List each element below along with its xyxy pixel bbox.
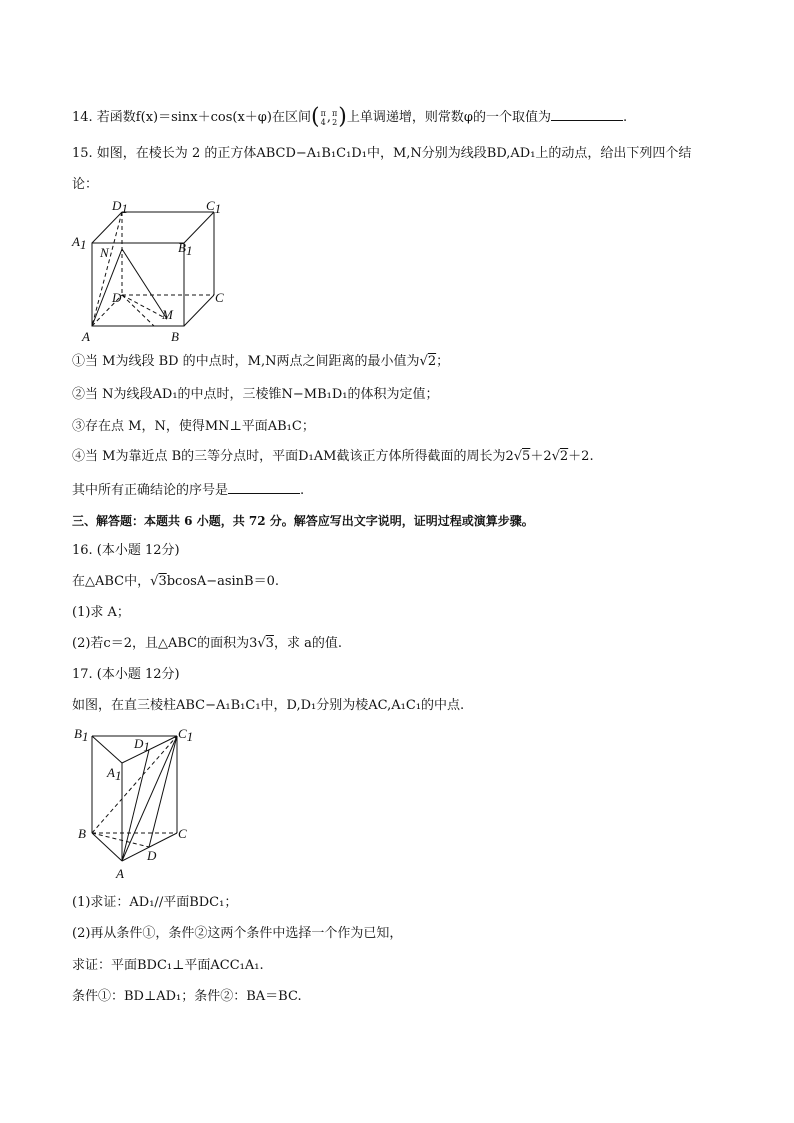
prism-figure <box>72 722 212 882</box>
label-A1: A1 <box>72 234 87 252</box>
q15-statement-3: ③存在点 M，N，使得MN⊥平面AB₁C； <box>72 419 315 434</box>
q17-heading: 17. (本小题 12分) <box>72 667 180 682</box>
q14-stem-start: 14. 若函数f(x)＝sinx＋cos(x＋φ)在区间 <box>72 110 311 125</box>
cube-figure <box>70 198 230 348</box>
label-B1: B1 <box>74 726 89 744</box>
label-C1: C1 <box>178 726 194 744</box>
label-B: B <box>78 826 86 841</box>
label-C1: C1 <box>206 198 222 216</box>
question-14: 14. 若函数f(x)＝sinx＋cos(x＋φ)在区间( π 4 , π 2 )上单调递增，则常数φ的一个取值为 . <box>72 104 628 130</box>
label-M: M <box>162 307 173 322</box>
q14-stem-end: 上单调递增，则常数φ的一个取值为 <box>346 110 551 125</box>
label-D: D <box>147 848 157 863</box>
label-D1: D1 <box>112 198 128 216</box>
q15-statement-4: ④当 M为靠近点 B的三等分点时，平面D₁AM截该正方体所得截面的周长为2√5＋2√2＋2. <box>72 449 594 464</box>
label-C: C <box>178 826 187 841</box>
q16-part-2: (2)若c＝2，且△ABC的面积为3√3，求 a的值. <box>72 636 342 651</box>
q15-ask: 其中所有正确结论的序号是 . <box>72 483 305 498</box>
label-B1: B1 <box>178 240 193 258</box>
label-A: A <box>116 866 124 881</box>
q15-statement-1: ①当 M为线段 BD 的中点时，M,N两点之间距离的最小值为√2； <box>72 354 450 369</box>
q17-part-1: (1)求证：AD₁//平面BDC₁； <box>72 895 238 910</box>
label-D: D <box>112 290 122 305</box>
interval-lower-fraction: π 4 <box>320 108 326 127</box>
question-15-stem-line1: 15. 如图，在棱长为 2 的正方体ABCD−A₁B₁C₁D₁中，M,N分别为线段BD,AD₁上的动点，给出下列四个结 <box>72 146 692 161</box>
label-B: B <box>171 329 179 344</box>
answer-blank-14[interactable] <box>551 108 623 121</box>
answer-blank-15[interactable] <box>228 481 300 494</box>
q16-condition: 在△ABC中，√3bcosA−asinB＝0. <box>72 574 280 589</box>
interval-upper-fraction: π 2 <box>331 108 338 127</box>
q16-part-1: (1)求 A； <box>72 605 130 620</box>
q17-stem: 如图，在直三棱柱ABC−A₁B₁C₁中，D,D₁分别为棱AC,A₁C₁的中点. <box>72 698 465 713</box>
q17-part-2-claim: 求证：平面BDC₁⊥平面ACC₁A₁. <box>72 958 264 973</box>
section-3-heading: 三、解答题：本题共 6 小题，共 72 分。解答应写出文字说明，证明过程或演算步骤。 <box>72 514 534 528</box>
q16-heading: 16. (本小题 12分) <box>72 543 180 558</box>
q17-part-2: (2)再从条件①，条件②这两个条件中选择一个作为已知， <box>72 926 403 941</box>
q17-conditions: 条件①：BD⊥AD₁；条件②：BA＝BC. <box>72 989 302 1004</box>
label-A: A <box>82 329 90 344</box>
label-N: N <box>100 245 109 260</box>
label-D1: D1 <box>134 736 150 754</box>
q15-statement-2: ②当 N为线段AD₁的中点时，三棱锥N−MB₁D₁的体积为定值； <box>72 387 439 402</box>
label-C: C <box>215 290 224 305</box>
label-A1: A1 <box>107 765 122 783</box>
question-15-stem-line2: 论： <box>72 177 99 192</box>
